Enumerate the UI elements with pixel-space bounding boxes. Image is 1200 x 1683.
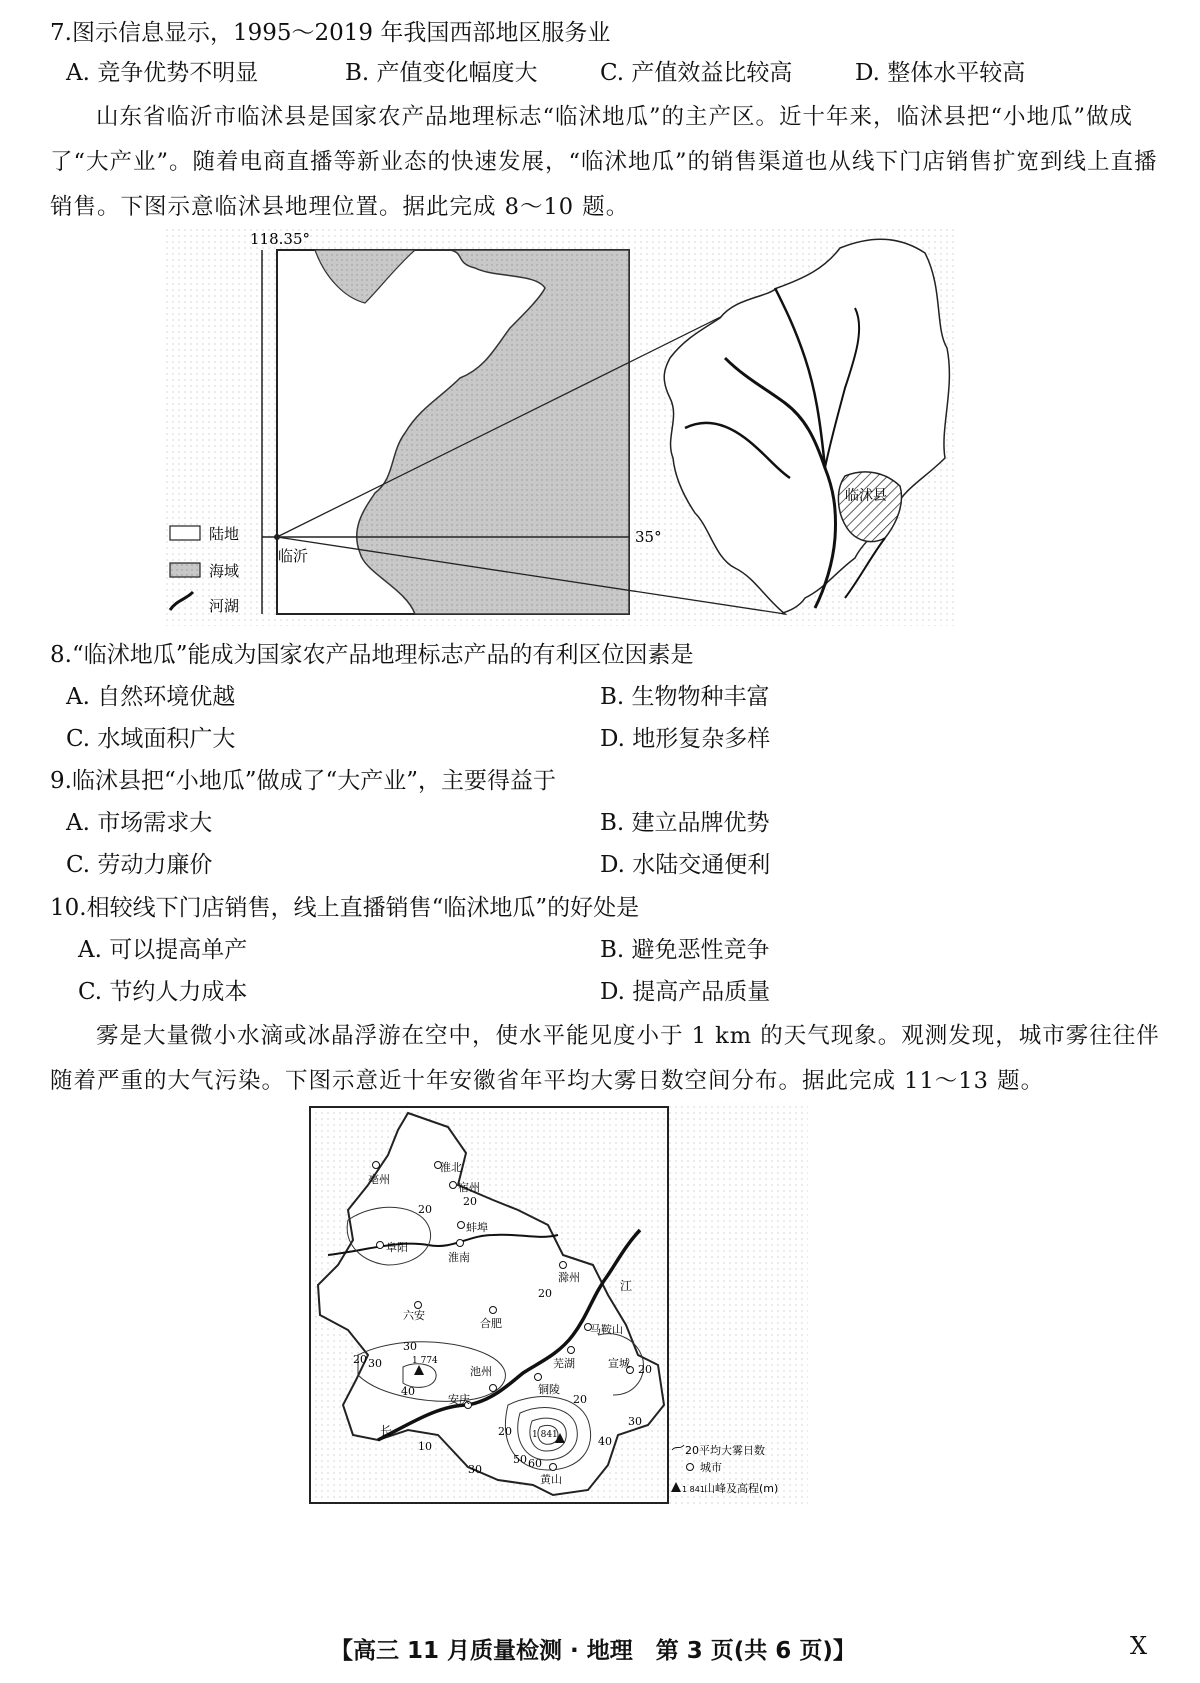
q7-option-b: B. 产值变化幅度大 [345,60,538,86]
city-label: 合肥 [480,1317,502,1330]
legend-land-label: 陆地 [209,525,240,543]
city-marker [373,1162,380,1169]
q9-stem: 9.临沭县把“小地瓜”做成了“大产业”，主要得益于 [50,768,556,794]
q10-option-c: C. 节约人力成本 [78,979,248,1005]
q10-option-a: A. 可以提高单产 [78,937,248,963]
city-marker [450,1182,457,1189]
contour-label: 20 [638,1363,652,1376]
q8-stem: 8.“临沭地瓜”能成为国家农产品地理标志产品的有利区位因素是 [50,642,694,668]
q10-stem: 10.相较线下门店销售，线上直播销售“临沭地瓜”的好处是 [50,895,640,921]
corner-mark: X [1130,1632,1148,1660]
q9-option-d: D. 水陆交通便利 [600,852,771,878]
contour-label: 10 [418,1440,432,1453]
contour-label: 60 [528,1457,542,1470]
city-label: 淮北 [440,1161,462,1174]
city-marker [550,1464,557,1471]
contour-label: 30 [368,1357,382,1370]
passage-linshu: 山东省临沂市临沭县是国家农产品地理标志“临沭地瓜”的主产区。近十年来，临沭县把“小地瓜”做成了“大产业”。随着电商直播等新业态的快速发展，“临沭地瓜”的销售渠道也从线下门店销售扩宽到线上直播销售。下图示意临沭县地理位置。据此完成 8～10 题。 [50,104,1158,220]
legend-peak-label: 山峰及高程(m) [704,1482,779,1495]
q9-option-c: C. 劳动力廉价 [66,852,213,878]
q7-stem: 7.图示信息显示，1995～2019 年我国西部地区服务业 [50,20,611,46]
city-label: 安庆 [448,1393,470,1406]
contour-label: 30 [403,1340,417,1353]
q7-option-a: A. 竞争优势不明显 [66,60,259,86]
legend-sea-swatch [170,563,200,577]
city-marker [535,1374,542,1381]
q8-option-b: B. 生物物种丰富 [600,684,770,710]
contour-label: 20 [538,1287,552,1300]
linshu-location-map [165,228,955,626]
city-label: 阜阳 [386,1241,408,1254]
q7-option-d: D. 整体水平较高 [855,60,1026,86]
city-label: 马鞍山 [590,1323,623,1336]
city-label: 黄山 [540,1473,562,1486]
q8-option-c: C. 水域面积广大 [66,726,236,752]
contour-label: 30 [468,1463,482,1476]
map2-river-label-jiang: 江 [620,1279,633,1293]
city-label: 淮南 [448,1251,470,1264]
legend-peak-value: 1 841 [682,1485,705,1494]
legend-contour-value: 20 [685,1444,699,1457]
city-marker [568,1347,575,1354]
city-marker [457,1240,464,1247]
legend-sea-label: 海域 [209,562,240,580]
contour-label: 20 [463,1195,477,1208]
city-label: 宿州 [458,1181,480,1194]
map1-county-label: 临沭县 [845,488,887,504]
q7-option-c: C. 产值效益比较高 [600,60,793,86]
contour-label: 20 [573,1393,587,1406]
legend-city-label: 城市 [700,1461,722,1474]
city-marker [377,1242,384,1249]
city-marker [415,1302,422,1309]
q9-option-a: A. 市场需求大 [66,810,213,836]
contour-label: 30 [628,1415,642,1428]
city-marker [458,1222,465,1229]
legend-river-label: 河湖 [209,597,240,615]
city-label: 池州 [470,1365,492,1378]
city-label: 宣城 [608,1357,630,1370]
legend-contour-label: 平均大雾日数 [699,1444,765,1457]
contour-label: 20 [498,1425,512,1438]
map2-peak-label-2: 1 841 [532,1430,558,1440]
q8-option-d: D. 地形复杂多样 [600,726,771,752]
map1-linyi-point [274,534,280,540]
q10-option-b: B. 避免恶性竞争 [600,937,770,963]
city-label: 滁州 [558,1271,580,1284]
city-label: 铜陵 [538,1383,560,1396]
map1-city-label: 临沂 [278,547,309,565]
contour-label: 20 [418,1203,432,1216]
city-marker [560,1262,567,1269]
map2-peak-label-1: 1 774 [412,1356,438,1366]
city-label: 六安 [403,1309,425,1322]
contour-label: 40 [401,1385,415,1398]
city-marker [490,1307,497,1314]
contour-label: 50 [513,1453,527,1466]
legend-city-swatch [687,1464,694,1471]
passage-fog: 雾是大量微小水滴或冰晶浮游在空中，使水平能见度小于 1 km 的天气现象。观测发现，城市雾往往伴随着严重的大气污染。下图示意近十年安徽省年平均大雾日数空间分布。据此完成 11～13 题。 [50,1023,1160,1094]
city-marker [490,1385,497,1392]
q10-option-d: D. 提高产品质量 [600,979,771,1005]
city-label: 蚌埠 [466,1221,488,1234]
legend-land-swatch [170,526,200,540]
contour-label: 40 [598,1435,612,1448]
city-label: 芜湖 [553,1357,575,1370]
q8-option-a: A. 自然环境优越 [66,684,236,710]
map2-river-label-chang: 长 [380,1424,393,1438]
city-label: 亳州 [368,1173,390,1186]
q9-option-b: B. 建立品牌优势 [600,810,770,836]
anhui-fog-map [308,1105,808,1505]
contour-label: 20 [353,1353,367,1366]
map1-longitude-label: 118.35° [250,230,310,248]
map1-latitude-label: 35° [635,528,662,546]
page-footer: 【高三 11 月质量检测 · 地理 第 3 页(共 6 页)】 [330,1638,856,1664]
